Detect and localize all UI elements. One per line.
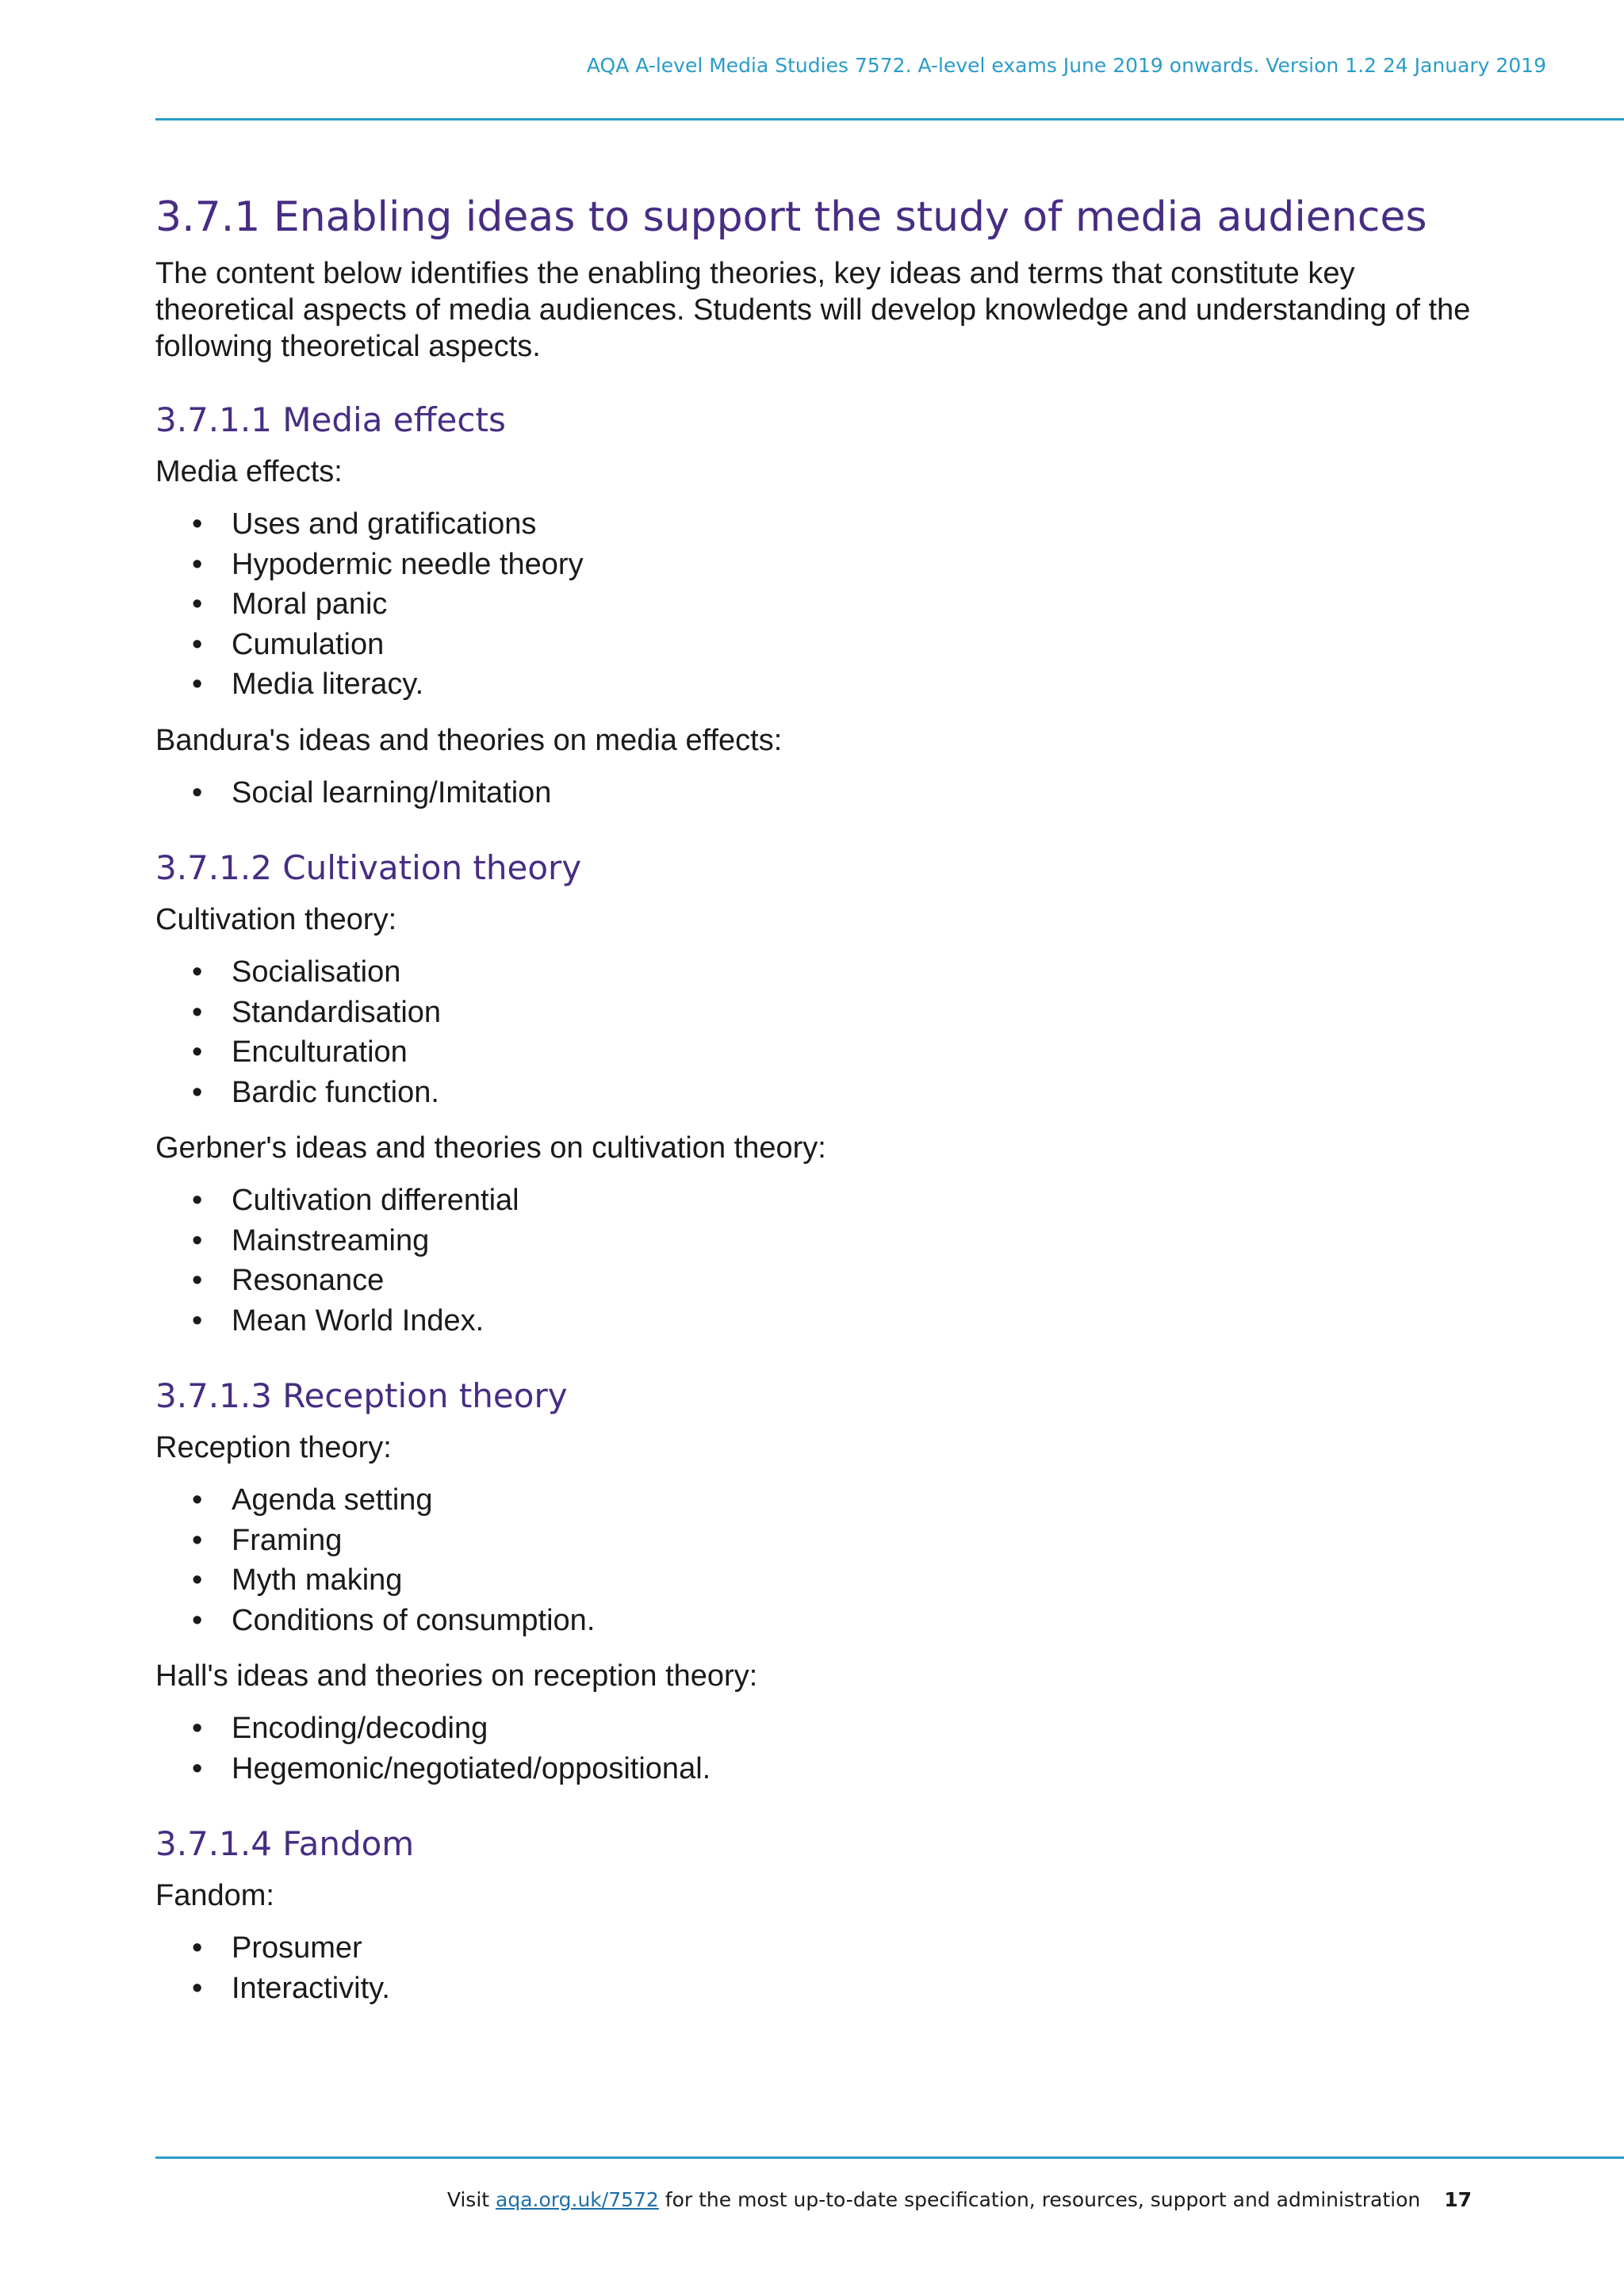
subsection-title-reception-theory: 3.7.1.3 Reception theory bbox=[155, 1376, 568, 1415]
list-item: • Mean World Index. bbox=[155, 1301, 1496, 1341]
list-fandom bbox=[155, 1928, 1496, 2008]
lead-hall: Hall's ideas and theories on reception theory: bbox=[155, 1659, 758, 1693]
subsection-title-fandom: 3.7.1.4 Fandom bbox=[155, 1824, 415, 1863]
header-rule bbox=[155, 118, 1624, 121]
subsection-title-media-effects: 3.7.1.1 Media effects bbox=[155, 400, 506, 439]
list-item: • Prosumer bbox=[155, 1928, 1496, 1969]
list-item: • Mainstreaming bbox=[155, 1221, 1496, 1261]
list-media-effects bbox=[155, 504, 1496, 705]
list-item: • Cumulation bbox=[155, 625, 1496, 665]
list-item: • Hegemonic/negotiated/oppositional. bbox=[155, 1749, 1496, 1789]
lead-cultivation-theory: Cultivation theory: bbox=[155, 903, 397, 936]
lead-reception-theory: Reception theory: bbox=[155, 1431, 392, 1464]
list-item: • Agenda setting bbox=[155, 1480, 1496, 1521]
footer-rule bbox=[155, 2156, 1624, 2159]
lead-gerbner: Gerbner's ideas and theories on cultivation theory: bbox=[155, 1131, 826, 1165]
list-item: • Myth making bbox=[155, 1560, 1496, 1601]
list-item: • Conditions of consumption. bbox=[155, 1601, 1496, 1641]
list-item: • Hypodermic needle theory bbox=[155, 545, 1496, 585]
list-item: • Media literacy. bbox=[155, 664, 1496, 705]
list-item: • Socialisation bbox=[155, 952, 1496, 993]
list-item: • Uses and gratifications bbox=[155, 504, 1496, 545]
list-item: • Framing bbox=[155, 1521, 1496, 1561]
subsection-title-cultivation-theory: 3.7.1.2 Cultivation theory bbox=[155, 848, 582, 887]
list-item: • Cultivation differential bbox=[155, 1181, 1496, 1221]
list-item: • Social learning/Imitation bbox=[155, 773, 1496, 813]
lead-media-effects: Media effects: bbox=[155, 455, 343, 488]
list-bandura bbox=[155, 773, 1496, 813]
list-gerbner bbox=[155, 1181, 1496, 1341]
main-content bbox=[155, 189, 1496, 2026]
list-item: • Standardisation bbox=[155, 993, 1496, 1033]
footer-rest-text: for the most up-to-date specification, resources, support and administration bbox=[665, 2188, 1421, 2211]
footer bbox=[447, 2188, 1472, 2211]
footer-link[interactable]: aqa.org.uk/7572 bbox=[496, 2188, 659, 2211]
list-item: • Resonance bbox=[155, 1261, 1496, 1301]
section-title: 3.7.1 Enabling ideas to support the study of media audiences bbox=[155, 193, 1427, 241]
list-item: • Moral panic bbox=[155, 584, 1496, 625]
list-item: • Bardic function. bbox=[155, 1073, 1496, 1113]
page-number: 17 bbox=[1444, 2188, 1472, 2211]
list-reception-theory bbox=[155, 1480, 1496, 1640]
list-hall bbox=[155, 1709, 1496, 1789]
lead-fandom: Fandom: bbox=[155, 1879, 274, 1912]
lead-bandura: Bandura's ideas and theories on media effects: bbox=[155, 723, 783, 757]
footer-visit-text: Visit bbox=[446, 2188, 490, 2211]
list-item: • Encoding/decoding bbox=[155, 1709, 1496, 1749]
list-item: • Enculturation bbox=[155, 1032, 1496, 1073]
section-intro: The content below identifies the enabling theories, key ideas and terms that constitute key theoretical aspects of media audiences. Students will develop knowledge and understanding of the following theoretical aspects. bbox=[155, 257, 1471, 363]
list-cultivation-theory bbox=[155, 952, 1496, 1112]
running-header: AQA A-level Media Studies 7572. A-level exams June 2019 onwards. Version 1.2 24 January 2019 bbox=[586, 54, 1546, 77]
list-item: • Interactivity. bbox=[155, 1969, 1496, 2009]
